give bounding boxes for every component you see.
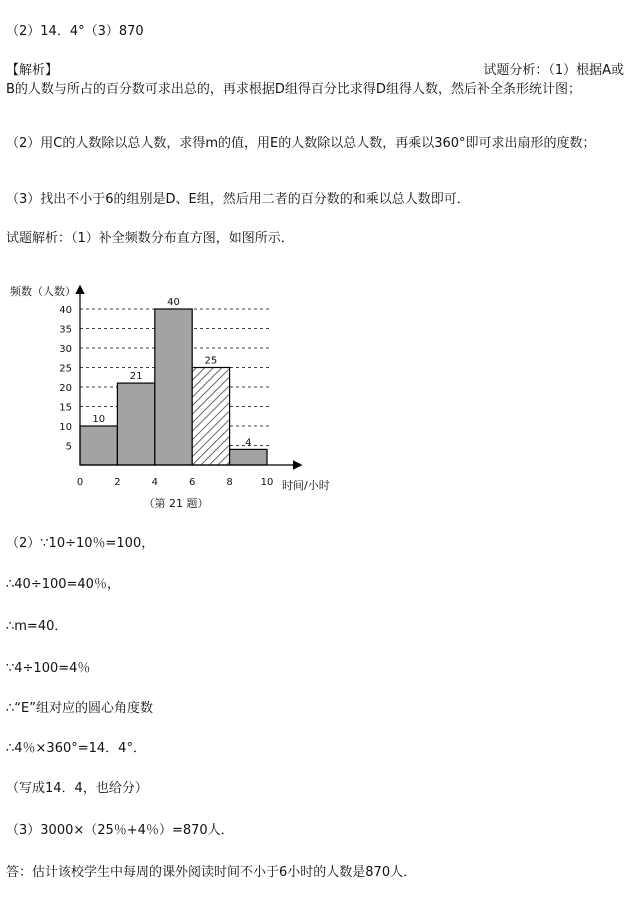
solution-step: （写成14．4，也给分）: [6, 781, 148, 796]
histogram-bar: [155, 309, 192, 465]
solution-step: （3）3000×（25％+4％）=870人．: [6, 823, 234, 838]
y-tick-label: 20: [59, 383, 72, 394]
analysis-paragraph-1: B的人数与所占的百分数可求出总的，再求根据D组得百分比求得D组得人数，然后补全条形统计图；: [6, 82, 581, 97]
histogram-bar: [230, 449, 267, 465]
bar-value-label: 10: [92, 414, 106, 425]
histogram-figure: [0, 275, 360, 515]
bar-value-label: 4: [245, 437, 252, 449]
analysis-header: [6, 62, 624, 80]
answer-line: （2）14．4°（3）870: [6, 24, 144, 39]
analysis-paragraph-3: （3）找出不小于6的组别是D、E组，然后用二者的百分数的和乘以总人数即可．: [6, 192, 470, 207]
x-tick-label: 0: [76, 477, 84, 488]
bar-value-label: 25: [204, 355, 218, 367]
y-tick-label: 25: [59, 363, 72, 375]
x-tick-label: 6: [189, 477, 196, 488]
y-tick-label: 5: [65, 441, 72, 453]
figure-caption: （第 21 题）: [143, 497, 209, 510]
x-tick-label: 2: [114, 477, 121, 488]
x-tick-label: 10: [260, 477, 274, 488]
analysis-paragraph-2: （2）用C的人数除以总人数，求得m的值，用E的人数除以总人数，再乘以360°即可求出扇形的度数；: [6, 136, 596, 151]
x-tick-label: 4: [151, 477, 158, 488]
x-axis-title: 时间/小时: [282, 479, 330, 492]
solution-step: （2）∵10÷10％=100，: [6, 536, 155, 551]
solution-step: ∴m=40．: [6, 619, 68, 634]
solution-intro: 试题解析：（1）补全频数分布直方图，如图所示．: [6, 231, 294, 246]
y-tick-label: 40: [59, 305, 72, 316]
analysis-label: 【解析】: [6, 63, 59, 78]
solution-step: 答：估计该校学生中每周的课外阅读时间不小于6小时的人数是870人．: [6, 865, 417, 880]
x-tick-label: 8: [226, 477, 233, 488]
solution-step: ∴40÷100=40％，: [6, 577, 120, 592]
histogram-chart: [0, 275, 360, 515]
y-axis-title: 频数（人数）: [10, 285, 76, 298]
solution-step: ∵4÷100=4％: [6, 661, 91, 676]
histogram-bar: [117, 383, 154, 465]
bar-value-label: 40: [167, 297, 180, 308]
analysis-right-header: 试题分析：（1）根据A或: [483, 63, 624, 78]
solution-step: ∴4％×360°=14．4°．: [6, 741, 146, 756]
solution-step: ∴“E”组对应的圆心角度数: [6, 701, 153, 716]
y-tick-label: 15: [59, 402, 72, 414]
histogram-bar: [192, 368, 229, 466]
y-tick-label: 30: [59, 344, 72, 355]
histogram-bar: [80, 426, 117, 465]
y-tick-label: 35: [59, 324, 72, 336]
y-tick-label: 10: [59, 422, 72, 433]
bar-value-label: 21: [129, 371, 143, 383]
